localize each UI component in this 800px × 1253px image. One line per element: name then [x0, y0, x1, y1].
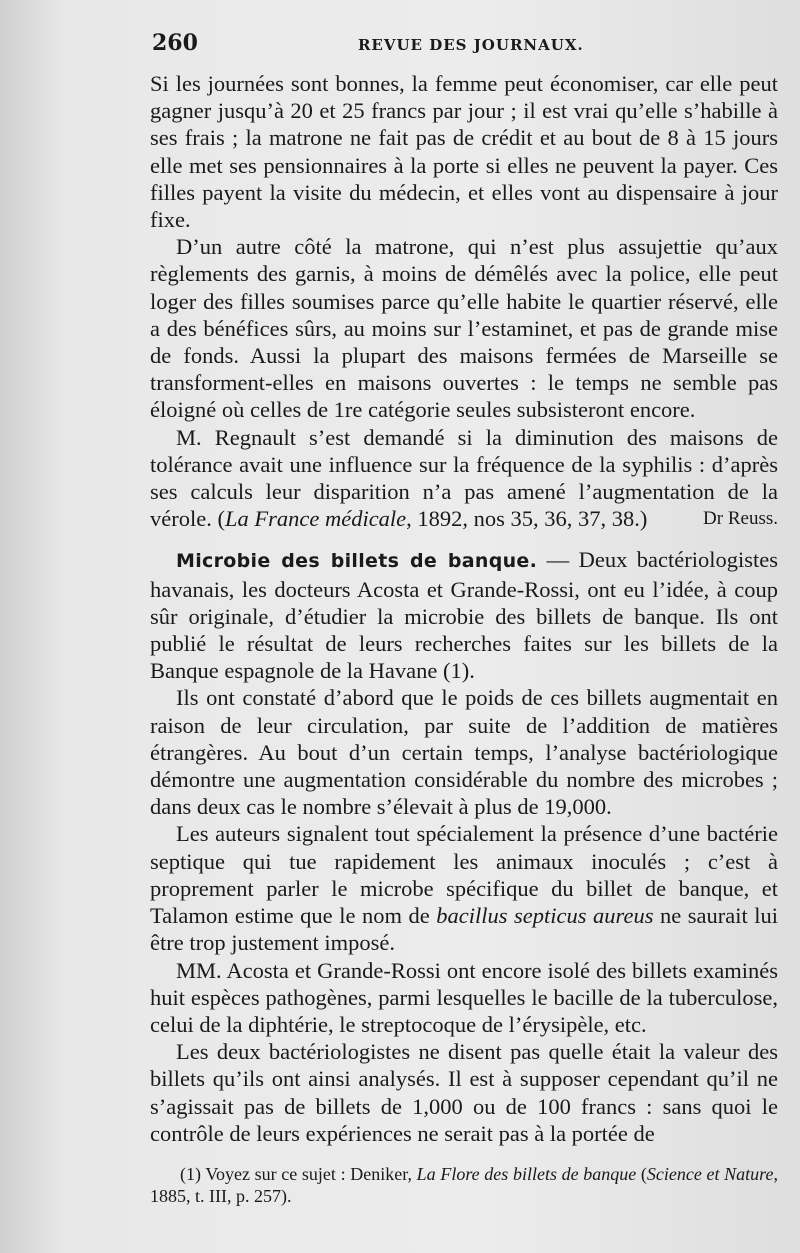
paragraph: Les deux bactériologistes ne disent pas quelle était la valeur des billets qu’ils ont ainsi analysés. Il est à supposer cependant qu’il ne s’agissait pas de billets de 1,000 ou de 100 francs : sans quoi le contrôle de leurs expériences ne serait pas à la portée de — [150, 1039, 778, 1146]
paragraph: MM. Acosta et Grande-Rossi ont encore isolé des billets examinés huit espèces pathogènes, parmi lesquelles le bacille de la tuberculose, celui de la diphtérie, le streptocoque de l’érysipèle, etc. — [150, 957, 778, 1037]
paragraph-text: — Deux bactériologistes havanais, les docteurs Acosta et Grande-Rossi, ont eu l’idée, à coup sûr originale, d’étudier la microbie des billets de banque. Ils ont publié le résultat de leurs recherches faites sur les billets de la Banque espagnole de la Havane (1). — [150, 547, 778, 684]
footnote-text: ( — [636, 1163, 647, 1184]
paragraph: D’un autre côté la matrone, qui n’est plus assujettie qu’aux règlements des garnis, à moins de démêlés avec la police, elle peut loger des filles soumises parce qu’elle habite le quartier réservé, elle a des bénéfices sûrs, au moins sur l’estaminet, et pas de grande mise de fonds. Aussi la plupart des maisons fermées de Marseille se transforment-elles en maisons ouvertes : le temps ne semble pas éloigné où celles de 1re catégorie seules subsisteront encore. — [150, 234, 778, 423]
paragraph: Si les journées sont bonnes, la femme peut économiser, car elle peut gagner jusqu’à 20 et 25 francs par jour ; il est vrai qu’elle s’habille à ses frais ; la matrone ne fait pas de crédit et au bout de 8 à 15 jours elle met ses pensionnaires à la porte si elles ne peuvent la payer. Ces filles payent la visite du médecin, et elles vont au dispensaire à jour fixe. — [150, 71, 778, 233]
source-reference: , 1892, nos 35, 36, 37, 38.) — [406, 506, 648, 532]
paragraph: Ils ont constaté d’abord que le poids de ces billets augmentait en raison de leur circulation, par suite de l’addition de matières étrangères. Au bout d’un certain temps, l’analyse bactériologique démontre une augmentation considérable du nombre des microbes ; dans deux cas le nombre s’élevait à plus de 19,000. — [150, 685, 778, 820]
paragraph — [150, 546, 778, 684]
paragraph-text: M. Regnault s’est demandé si la diminution des maisons de tolérance avait une influence sur la fréquence de la syphilis : d’après ses calculs leur disparition n’a pas amené l’augmentation de la vérole. ( — [150, 424, 778, 532]
footnote-journal: Science et Nature — [646, 1163, 774, 1184]
journal-title: REVUE DES JOURNAUX. — [357, 36, 584, 54]
section-heading: Microbie des billets de banque. — [176, 550, 538, 573]
footnote-text: , 1885, t. III, p. 257). — [150, 1163, 779, 1206]
paragraph — [150, 424, 778, 533]
paragraph-text: Les auteurs signalent tout spécialement la présence d’une bactérie septique qui tue rapidement les animaux inoculés ; c’est à proprement parler le microbe spécifique du billet de banque, et Talamon estime que le nom de — [150, 821, 778, 929]
source-title: La France médicale — [224, 506, 407, 532]
footnotes — [150, 1163, 778, 1207]
section-separator — [150, 532, 778, 546]
paragraph — [150, 820, 778, 956]
author-signature: Dr Reuss. — [703, 508, 778, 530]
footnote-title: La Flore des billets de banque — [416, 1163, 637, 1184]
footnote-text: (1) Voyez sur ce sujet : Deniker, — [180, 1163, 417, 1184]
article-microbie-billets — [150, 546, 778, 1146]
running-header — [150, 30, 778, 70]
article-maisons-tolerance — [150, 70, 778, 532]
footnote — [150, 1163, 778, 1207]
latin-name: bacillus septicus aureus — [436, 903, 654, 929]
paragraph-text: ne saurait lui être trop justement imposé. — [150, 903, 778, 956]
page-number: 260 — [152, 30, 198, 56]
